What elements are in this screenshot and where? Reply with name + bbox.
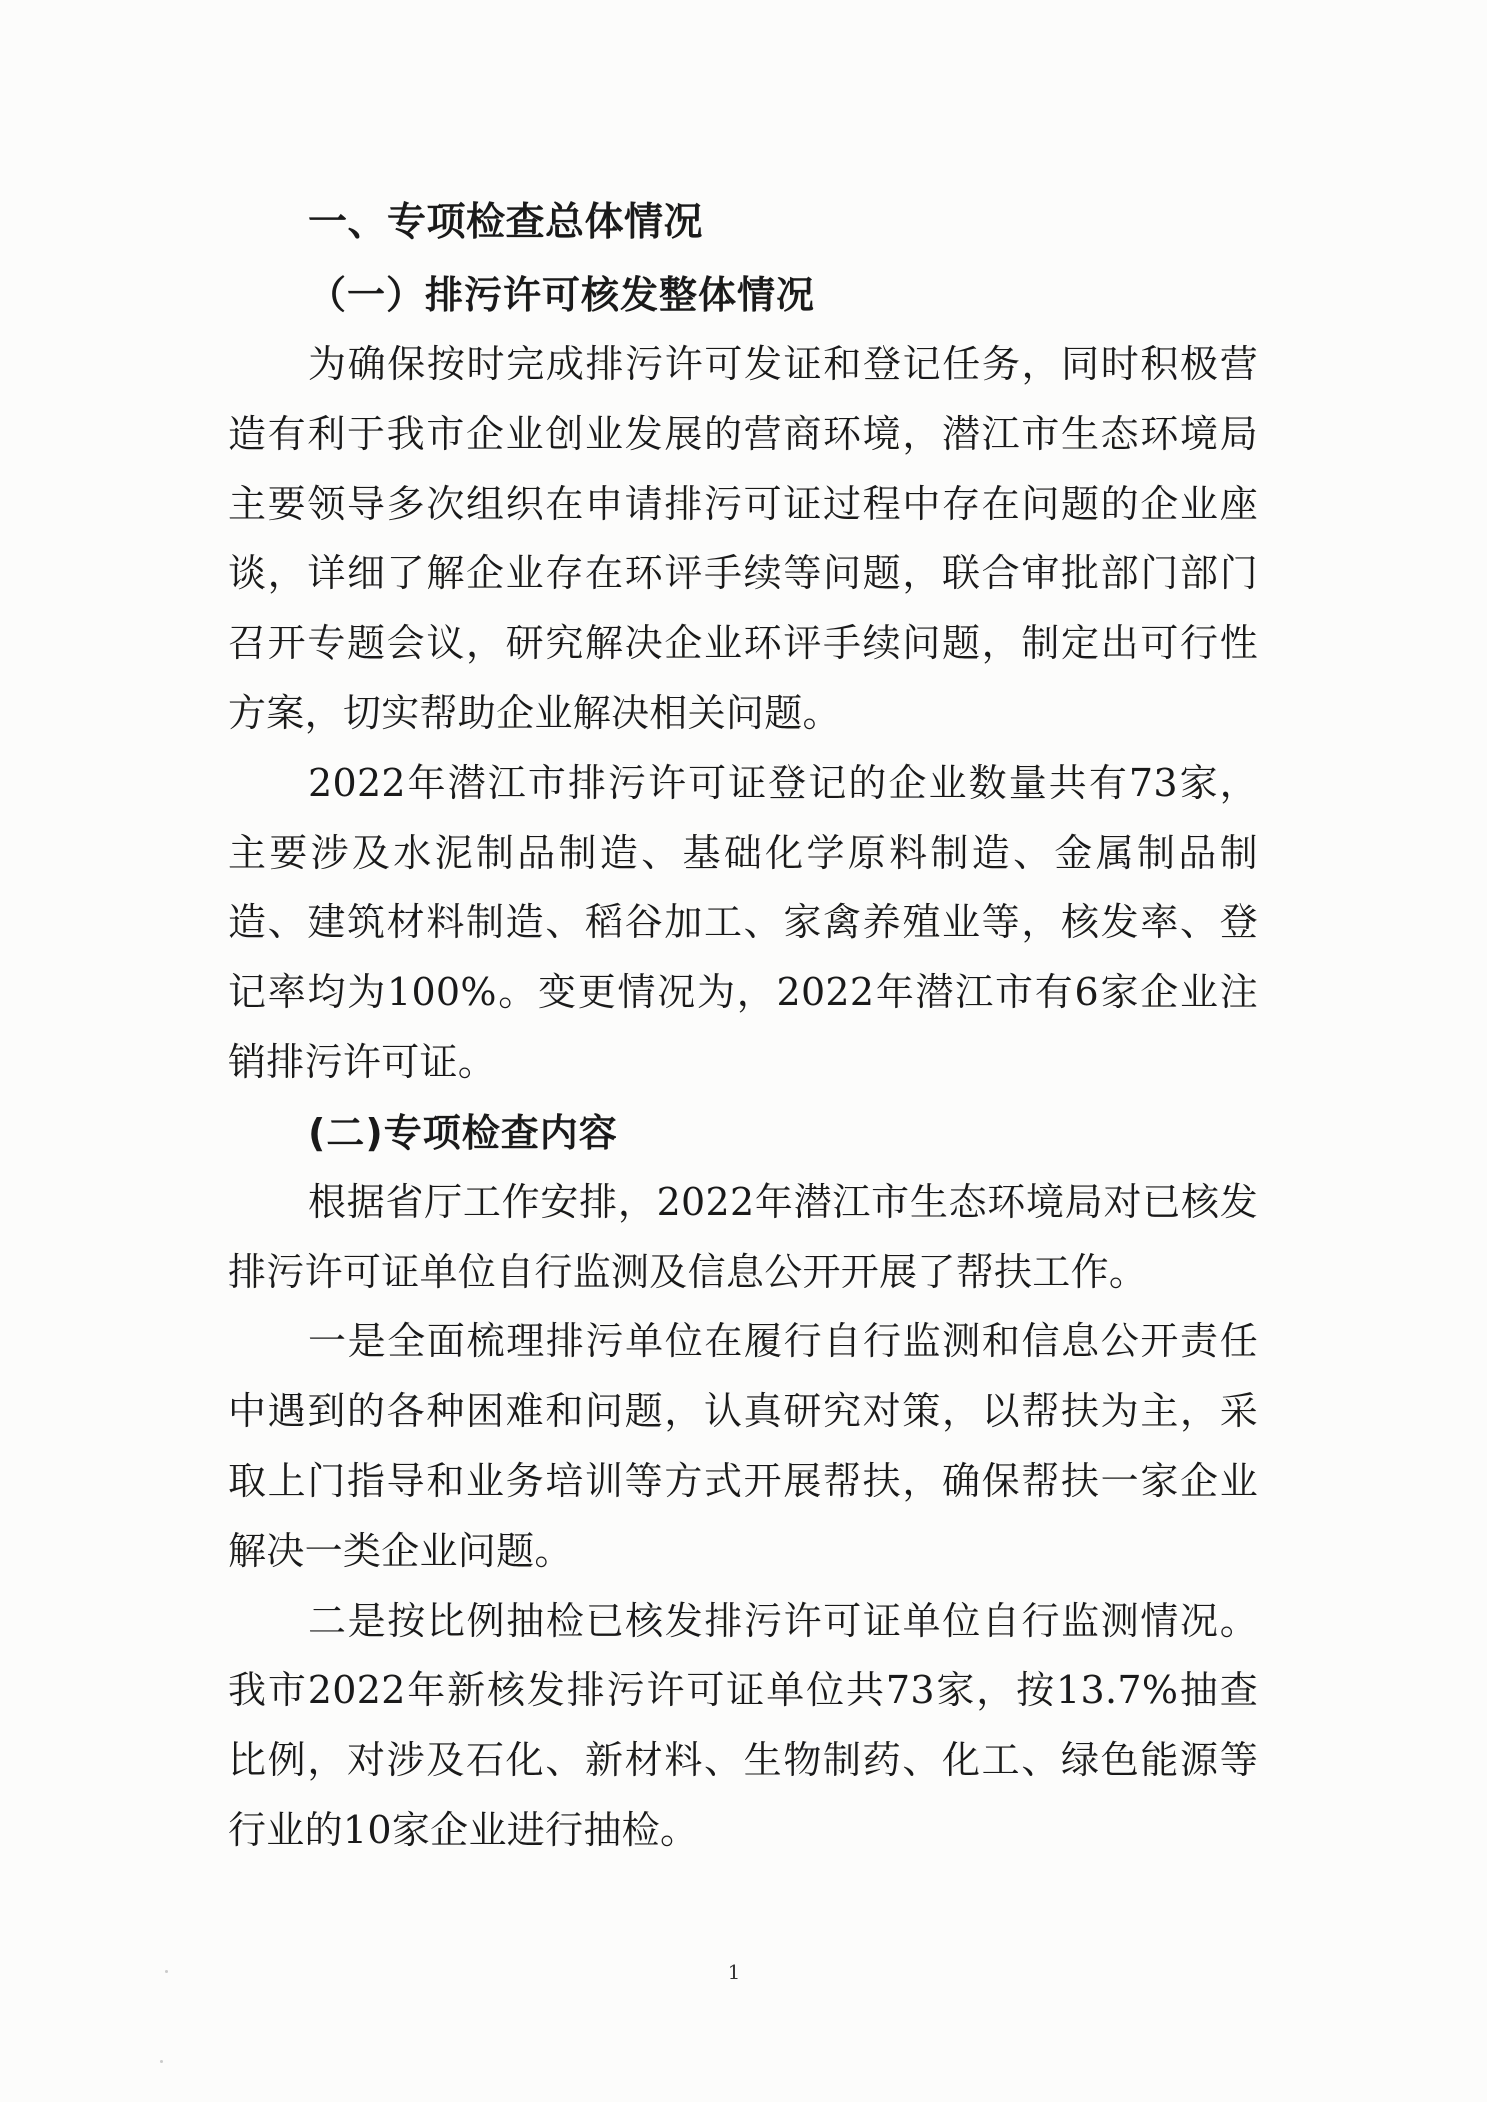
- page-number: 1: [727, 1960, 741, 1984]
- scan-speck: [165, 1970, 168, 1973]
- subheading-inspection-content: (二)专项检查内容: [308, 1110, 618, 1155]
- paragraph-permit-efforts: 为确保按时完成排污许可发证和登记任务，同时积极营造有利于我市企业创业发展的营商环境，潜江市生态环境局主要领导多次组织在申请排污可证过程中存在问题的企业座谈，详细了解企业存在环评手续等问题，联合审批部门部门召开专题会议，研究解决企业环评手续问题，制定出可行性方案，切实帮助企业解决相关问题。: [228, 342, 1258, 735]
- heading-overall-situation: 一、专项检查总体情况: [308, 200, 704, 245]
- paragraph-sampling-inspection: 二是按比例抽检已核发排污许可证单位自行监测情况。我市2022年新核发排污许可证单位共73家，按13.7%抽查比例，对涉及石化、新材料、生物制药、化工、绿色能源等行业的10家企业进行抽检。: [228, 1598, 1258, 1852]
- document-body: [228, 188, 1258, 1866]
- paragraph-assistance-measures: 一是全面梳理排污单位在履行自行监测和信息公开责任中遇到的各种困难和问题，认真研究对策，以帮扶为主，采取上门指导和业务培训等方式开展帮扶，确保帮扶一家企业解决一类企业问题。: [228, 1319, 1258, 1573]
- paragraph-inspection-arrangement: 根据省厅工作安排，2022年潜江市生态环境局对已核发排污许可证单位自行监测及信息公开开展了帮扶工作。: [228, 1179, 1258, 1294]
- subheading-permit-issuance: （一）排污许可核发整体情况: [308, 273, 816, 317]
- scan-speck: [160, 2060, 163, 2063]
- paragraph-permit-statistics: 2022年潜江市排污许可证登记的企业数量共有73家，主要涉及水泥制品制造、基础化学原料制造、金属制品制造、建筑材料制造、稻谷加工、家禽养殖业等，核发率、登记率均为100%。变更情况为，2022年潜江市有6家企业注销排污许可证。: [228, 760, 1258, 1084]
